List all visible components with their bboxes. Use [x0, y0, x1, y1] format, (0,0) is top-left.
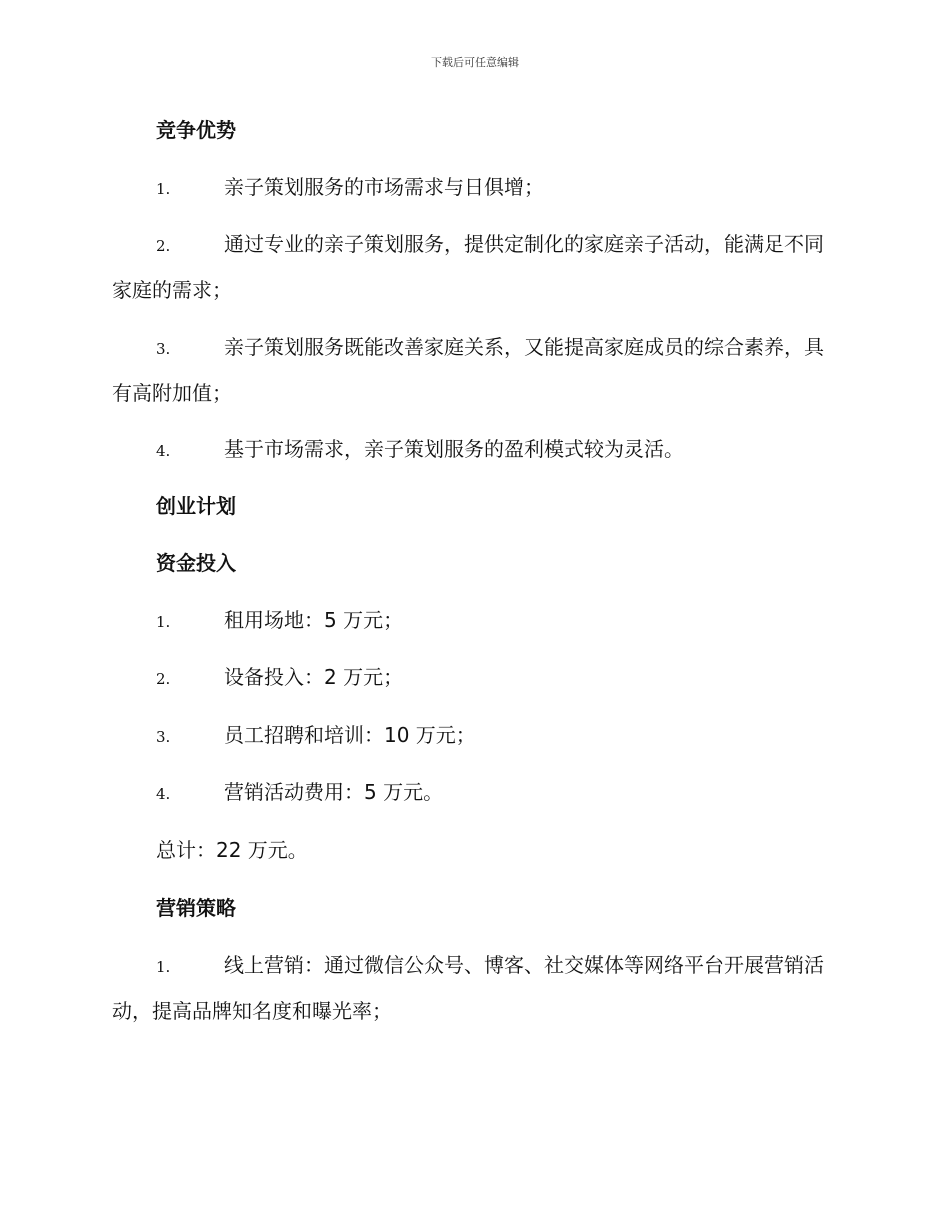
list-item-text: 基于市场需求，亲子策划服务的盈利模式较为灵活。: [224, 437, 684, 461]
list-item-text: 租用场地：5 万元；: [224, 608, 404, 632]
list-item-number: 3.: [156, 340, 171, 358]
list-item-text: 线上营销：通过微信公众号、博客、社交媒体等网络平台开展营销活动，提高品牌知名度和曝光率；: [112, 953, 824, 1023]
funding-total: 总计：22 万元。: [156, 838, 308, 862]
list-item: [112, 943, 837, 1033]
list-item-text: 设备投入：2 万元；: [224, 665, 404, 689]
section-heading-plan: 创业计划: [156, 494, 236, 518]
list-item: [112, 770, 837, 816]
list-item-number: 2.: [156, 237, 171, 255]
list-item-number: 3.: [156, 728, 171, 746]
list-item: [112, 713, 837, 759]
list-item: [112, 427, 837, 473]
list-item-text: 亲子策划服务既能改善家庭关系，又能提高家庭成员的综合素养，具有高附加值；: [112, 335, 824, 405]
list-item-text: 亲子策划服务的市场需求与日俱增；: [224, 175, 544, 199]
list-item-number: 1.: [156, 180, 171, 198]
list-item: [112, 598, 837, 644]
list-item: [112, 222, 837, 312]
list-item: [112, 655, 837, 701]
list-item-number: 1.: [156, 958, 171, 976]
list-item-text: 通过专业的亲子策划服务，提供定制化的家庭亲子活动，能满足不同家庭的需求；: [112, 232, 824, 302]
section-heading-funding: 资金投入: [156, 551, 236, 575]
list-item-number: 2.: [156, 670, 171, 688]
list-item-number: 4.: [156, 442, 171, 460]
list-item-number: 1.: [156, 613, 171, 631]
section-heading-marketing: 营销策略: [156, 896, 236, 920]
section-heading-competitive: 竞争优势: [156, 118, 236, 142]
list-item: [112, 325, 837, 415]
list-item: [112, 165, 837, 211]
list-item-text: 营销活动费用：5 万元。: [224, 780, 444, 804]
page-header-note: 下载后可任意编辑: [431, 56, 519, 69]
list-item-text: 员工招聘和培训：10 万元；: [224, 723, 476, 747]
list-item-number: 4.: [156, 785, 171, 803]
